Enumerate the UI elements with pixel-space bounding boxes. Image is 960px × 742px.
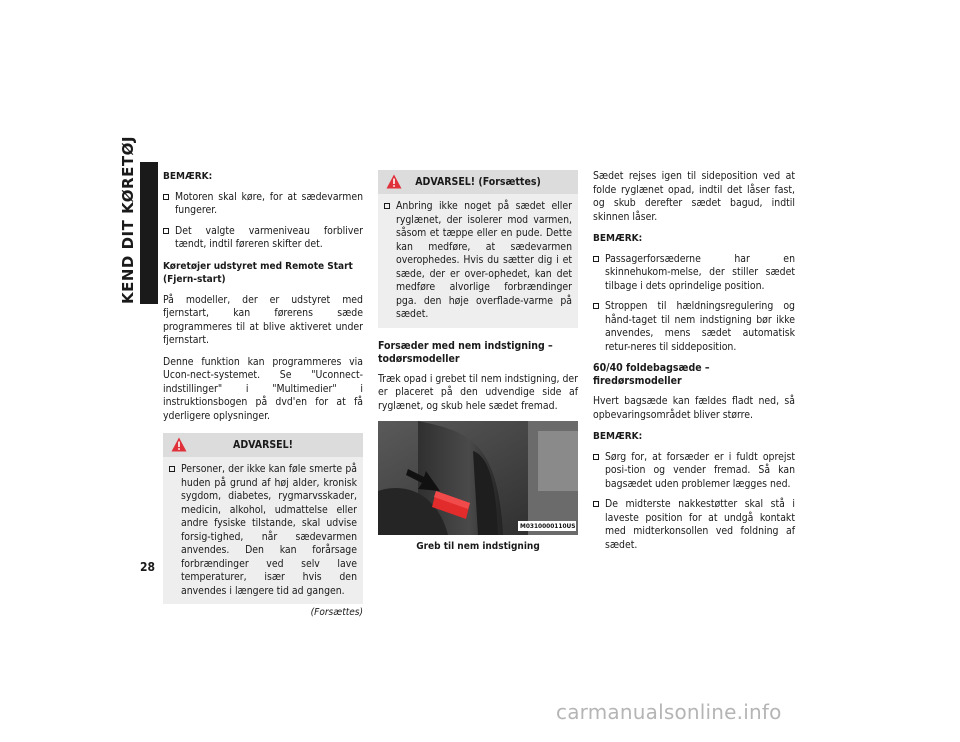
seat-illustration bbox=[378, 421, 578, 535]
warning-title: ADVARSEL! bbox=[233, 439, 293, 451]
note-list bbox=[593, 253, 795, 355]
list-item: Det valgte varmeniveau forbliver tændt, indtil føreren skifter det. bbox=[163, 225, 363, 252]
square-bullet-icon bbox=[163, 228, 169, 234]
warning-box bbox=[378, 170, 578, 328]
section-heading: 60/40 foldebagsæde – firedørsmodeller bbox=[593, 362, 710, 387]
column-right bbox=[593, 170, 795, 560]
list-item: Passagerforsæderne har en skinnehukom-melse, der stiller sædet tilbage i dets oprindelige position. bbox=[593, 253, 795, 294]
warning-body bbox=[378, 194, 578, 328]
paragraph: Sædet rejses igen til sideposition ved at folde ryglænet opad, indtil det låser fast, og skub derefter sædet bagud, indtil skinnen låser. bbox=[593, 170, 795, 223]
column-left bbox=[163, 170, 363, 620]
note-label: BEMÆRK: bbox=[163, 171, 213, 182]
note-list bbox=[593, 451, 795, 553]
note-label: BEMÆRK: bbox=[593, 431, 643, 442]
paragraph: Denne funktion kan programmeres via Ucon-nect-systemet. Se "Uconnect-indstillinger" i "Multimedier" i instruktionsbogen på dvd'en for at få yderligere oplysninger. bbox=[163, 355, 363, 422]
square-bullet-icon bbox=[163, 194, 169, 200]
warning-box bbox=[163, 433, 363, 604]
square-bullet-icon bbox=[384, 203, 390, 209]
list-item: Personer, der ikke kan føle smerte på huden på grund af høj alder, kronisk sygdom, diabetes, rygmarvsskader, medicin, alkohol, udmattelse eller andre fysiske tilstande, skal udvise forsig-tighed, når sædevarmen anvendes. Den kan forårsage forbrændinger ved selv lave temperaturer, især hvis den anvendes i længere tid ad gangen. bbox=[169, 463, 357, 598]
paragraph: Hvert bagsæde kan fældes fladt ned, så opbevaringsområdet bliver større. bbox=[593, 395, 795, 421]
note-list bbox=[163, 191, 363, 252]
warning-header bbox=[378, 170, 578, 194]
warning-triangle-icon bbox=[171, 437, 187, 452]
column-middle bbox=[378, 170, 578, 554]
page-number: 28 bbox=[140, 560, 156, 574]
chapter-tab bbox=[140, 162, 158, 304]
square-bullet-icon bbox=[169, 466, 175, 472]
square-bullet-icon bbox=[593, 303, 599, 309]
warning-triangle-icon bbox=[386, 174, 402, 189]
square-bullet-icon bbox=[593, 256, 599, 262]
continued-label: (Forsættes) bbox=[310, 607, 363, 618]
square-bullet-icon bbox=[593, 454, 599, 460]
watermark: carmanualsonline.info bbox=[556, 700, 782, 724]
list-item: De midterste nakkestøtter skal stå i laveste position for at undgå kontakt med midterkonsollen ved foldning af sædet. bbox=[593, 498, 795, 552]
remote-start-heading: Køretøjer udstyret med Remote Start (Fjern-start) bbox=[163, 260, 353, 285]
image-caption: Greb til nem indstigning bbox=[416, 541, 540, 552]
paragraph: Træk opad i grebet til nem indstigning, der er placeret på den udvendige side af ryglænet, og skub hele sædet fremad. bbox=[378, 372, 579, 412]
warning-title: ADVARSEL! (Forsættes) bbox=[415, 176, 541, 188]
list-item: Stroppen til hældningsregulering og hånd-taget til nem indstigning bør ikke anvendes, mens sædet automatisk retur-neres til siddeposition. bbox=[593, 300, 795, 354]
paragraph: På modeller, der er udstyret med fjernstart, kan førerens sæde programmeres til at blive aktiveret under fjernstart. bbox=[163, 293, 363, 346]
chapter-title: KEND DIT KØRETØJ bbox=[119, 136, 137, 304]
square-bullet-icon bbox=[593, 501, 599, 507]
list-item: Sørg for, at forsæder er i fuldt oprejst posi-tion og vender fremad. Så kan bagsædet uden problemer lægges ned. bbox=[593, 451, 795, 492]
note-label: BEMÆRK: bbox=[593, 233, 643, 244]
image-code: M0310000110US bbox=[520, 522, 576, 530]
seat-photo bbox=[378, 421, 578, 535]
list-item: Motoren skal køre, for at sædevarmen fungerer. bbox=[163, 191, 363, 218]
warning-header bbox=[163, 433, 363, 457]
warning-body bbox=[163, 457, 363, 604]
list-item: Anbring ikke noget på sædet eller ryglænet, der isolerer mod varmen, såsom et tæppe eller en pude. Dette kan medføre, at sædevarmen overophedes. Hvis du sætter dig i et sæde, der er over-ophedet, kan det medføre alvorlige forbrændinger pga. den høje overflade-varme på sædet. bbox=[384, 200, 572, 322]
section-heading: Forsæder med nem indstigning – todørsmodeller bbox=[378, 339, 553, 365]
